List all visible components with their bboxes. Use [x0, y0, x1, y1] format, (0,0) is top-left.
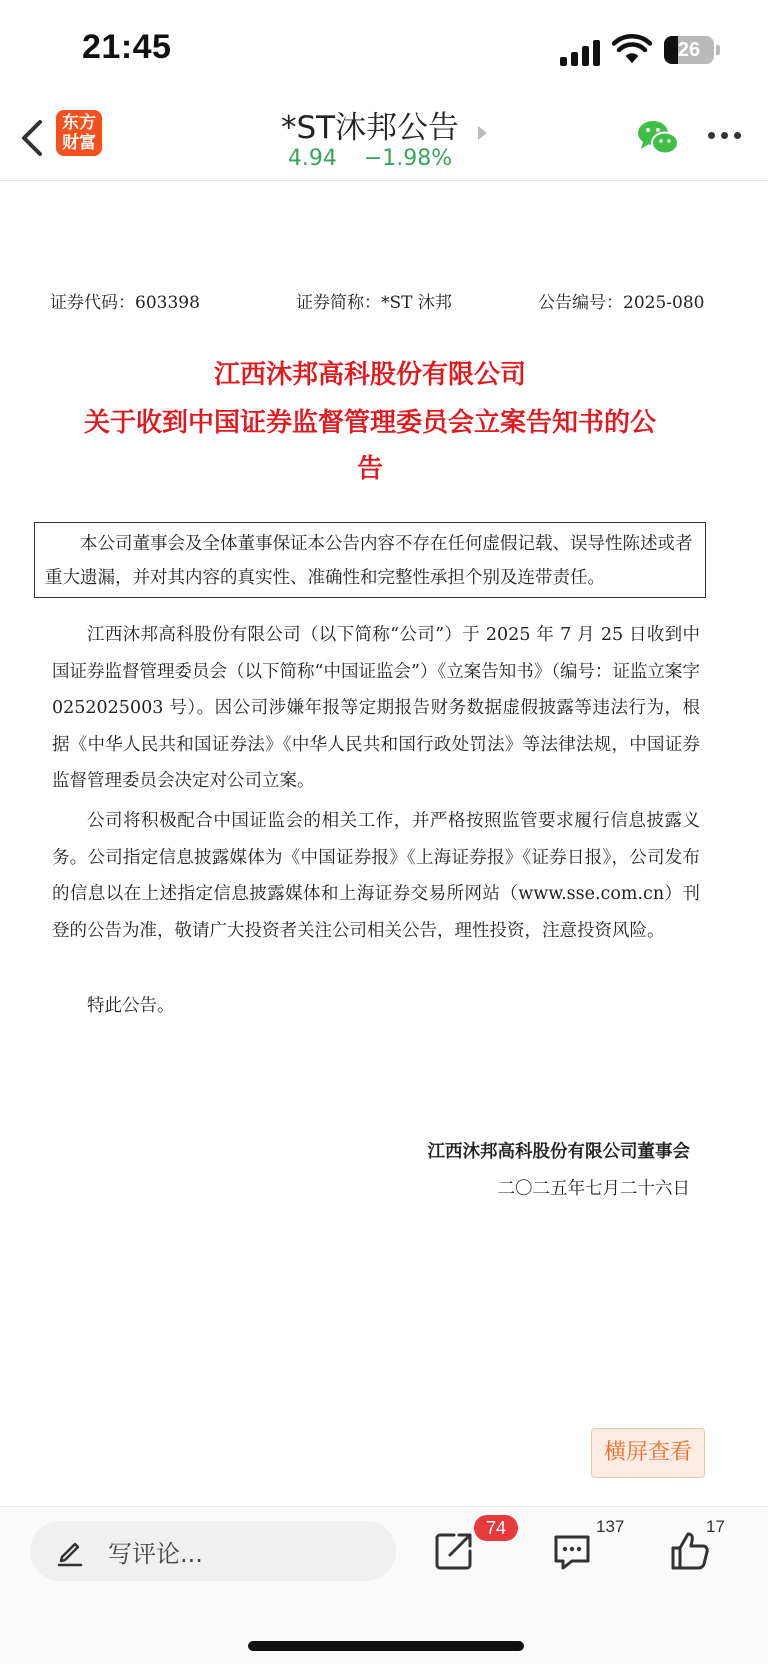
security-short-name: 证券简称：*ST 沐邦: [296, 293, 452, 313]
battery-level: 26: [677, 39, 701, 61]
more-options-icon[interactable]: [708, 132, 742, 142]
cellular-signal-icon: [560, 38, 602, 66]
stock-quote[interactable]: [0, 146, 740, 171]
document-title-line3: 告: [356, 454, 383, 484]
comment-icon[interactable]: [550, 1529, 594, 1573]
disclaimer-box: [34, 522, 706, 598]
paragraph-1: 江西沐邦高科股份有限公司（以下简称“公司”）于 2025 年 7 月 25 日收到中国证券监督管理委员会（以下简称“中国证监会”）《立案告知书》（编号：证监立案字 0252025003 号）。因公司涉嫌年报等定期报告财务数据虚假披露等违法行为，根据《中华人民共和国证券法》《中华人民共和国行政处罚法》等法律法规，中国证券监督管理委员会决定对公司立案。: [52, 625, 700, 791]
share-count-badge: 74: [474, 1515, 518, 1541]
signature-board: 江西沐邦高科股份有限公司董事会: [427, 1142, 690, 1162]
paragraph-3: 特此公告。: [87, 996, 175, 1016]
battery-icon: [664, 36, 714, 64]
announcement-number: 公告编号：2025-080: [538, 293, 705, 313]
signature-date: 二〇二五年七月二十六日: [497, 1179, 690, 1199]
page-title: *ST沐邦公告: [280, 110, 460, 146]
wifi-icon: [612, 34, 652, 66]
stock-price: 4.94: [287, 146, 337, 171]
status-bar: [0, 0, 768, 96]
pencil-icon: [54, 1535, 86, 1567]
expand-triangle-icon[interactable]: [478, 126, 487, 140]
nav-bar: [0, 96, 768, 181]
share-icon[interactable]: [432, 1529, 476, 1573]
home-indicator[interactable]: [248, 1641, 524, 1651]
comment-input[interactable]: [30, 1521, 396, 1581]
document-title-line1: 江西沐邦高科股份有限公司: [213, 360, 526, 390]
landscape-view-button[interactable]: 横屏查看: [591, 1428, 705, 1478]
security-code: 证券代码：603398: [50, 293, 200, 313]
stock-change: −1.98%: [363, 146, 453, 171]
disclaimer-text: 本公司董事会及全体董事保证本公告内容不存在任何虚假记载、误导性陈述或者重大遗漏，并对其内容的真实性、准确性和完整性承担个别及连带责任。: [45, 534, 693, 588]
logo-text-bottom: 财富: [62, 133, 96, 153]
wechat-share-icon[interactable]: [636, 118, 680, 158]
status-time: 21:45: [82, 28, 172, 66]
like-count: 17: [706, 1517, 725, 1536]
bottom-action-bar: [0, 1506, 768, 1664]
document-title-line2: 关于收到中国证券监督管理委员会立案告知书的公: [83, 408, 656, 438]
paragraph-2: 公司将积极配合中国证监会的相关工作，并严格按照监管要求履行信息披露义务。公司指定信息披露媒体为《中国证券报》《上海证券报》《证券日报》，公司发布的信息以在上述指定信息披露媒体和上海证券交易所网站（www.sse.com.cn）刊登的公告为准，敬请广大投资者关注公司相关公告，理性投资，注意投资风险。: [52, 811, 700, 941]
announcement-document: [0, 180, 768, 1500]
comment-count: 137: [596, 1517, 625, 1536]
logo-text-top: 东方: [62, 113, 96, 133]
comment-placeholder: 写评论...: [108, 1540, 203, 1568]
